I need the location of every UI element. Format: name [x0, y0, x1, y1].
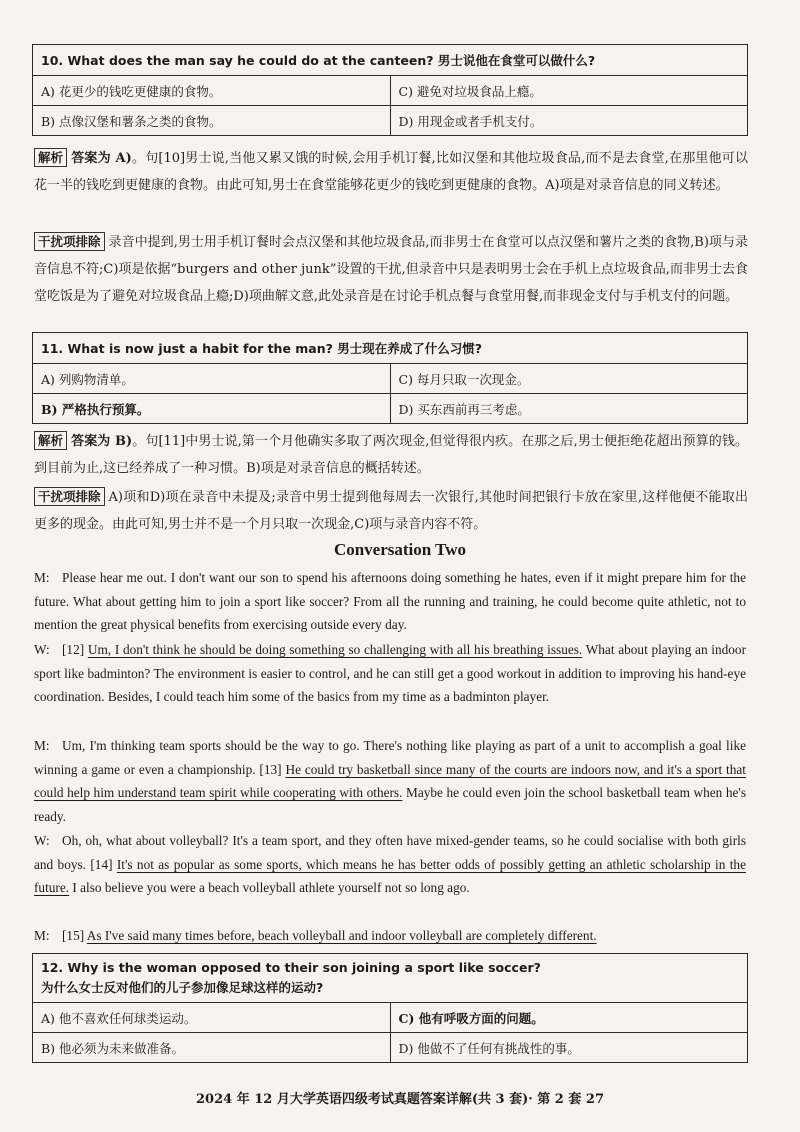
q12-option-c: C) 他有呼吸方面的问题。	[390, 1003, 748, 1033]
q12-option-a: A) 他不喜欢任何球类运动。	[33, 1003, 391, 1033]
dialogue-text: What about playing an indoor sport like badminton? The environment is easier to control, and he can still get a good workout in addition to improving his hand-eye coordination. Besides, I could teach him some of the basics from my time as a badminton player.	[34, 642, 747, 705]
dialogue-turn-3	[34, 734, 746, 828]
dialogue-text: Please hear me out. I don't want our son to spend his afternoons doing something he hates, even if it might prepare him for the future. What about getting him to join a sport like soccer? From all the running and training, he could become quite athletic, not to mention the great physical benefits from exercising outside every day.	[34, 570, 746, 633]
dialogue-turn-1	[34, 566, 746, 637]
q12-option-b: B) 他必须为未来做准备。	[33, 1033, 391, 1063]
question-11-table	[32, 332, 748, 424]
distractor-tag: 干扰项排除	[34, 232, 105, 251]
analysis-tag: 解析	[34, 148, 67, 167]
question-12-title	[33, 954, 748, 1003]
q10-option-b: B) 点像汉堡和薯条之类的食物。	[33, 106, 391, 136]
q11-analysis-text: 。句[11]中男士说,第一个月他确实多取了两次现金,但觉得很内疚。在那之后,男士便拒绝花超出预算的钱。到目前为止,这已经养成了一种习惯。B)项是对录音信息的概括转述。	[34, 434, 748, 476]
q11-option-d: D) 买东西前再三考虑。	[390, 394, 748, 424]
q10-analysis-text: 。句[10]男士说,当他又累又饿的时候,会用手机订餐,比如汉堡和其他垃圾食品,而不是去食堂,在那里他可以花一半的钱吃到更健康的食物。由此可知,男士在食堂能够花更少的钱吃到更健康的食物。A)项是对录音信息的同义转述。	[34, 151, 748, 193]
speaker-label: M:	[34, 738, 50, 753]
dialogue-turn-4	[34, 829, 746, 900]
q11-answer: 答案为 B)	[71, 434, 133, 449]
question-11-title: 11. What is now just a habit for the man? 男士现在养成了什么习惯?	[33, 333, 748, 364]
q11-distractor	[34, 484, 748, 538]
analysis-tag: 解析	[34, 431, 67, 450]
q11-analysis	[34, 428, 748, 482]
key-sentence: Um, I don't think he should be doing something so challenging with all his breathing issues.	[87, 642, 583, 657]
q10-analysis	[34, 145, 748, 199]
q10-option-a: A) 花更少的钱吃更健康的食物。	[33, 76, 391, 106]
q12-question-cn: 为什么女士反对他们的儿子参加像足球这样的运动?	[41, 980, 324, 995]
key-sentence: It's not as popular as some sports, which means he has better odds of possibly getting an athletic scholarship in the future.	[34, 856, 746, 896]
speaker-label: M:	[34, 570, 50, 585]
conversation-title: Conversation Two	[333, 540, 467, 559]
q10-option-c: C) 避免对垃圾食品上瘾。	[390, 76, 748, 106]
q11-option-a: A) 列购物清单。	[33, 364, 391, 394]
q10-option-d: D) 用现金或者手机支付。	[390, 106, 748, 136]
q10-distractor-text: 录音中提到,男士用手机订餐时会点汉堡和其他垃圾食品,而非男士在食堂可以点汉堡和薯片之类的食物,B)项与录音信息不符;C)项是依据“burgers and other junk”设置的干扰,但录音中只是表明男士会在手机上点垃圾食品,而非男士去食堂吃饭是为了避免对垃圾食品上瘾;D)项曲解文意,此处录音是在讨论手机点餐与食堂用餐,而非现金支付与手机支付的问题。	[34, 235, 748, 304]
question-10-table	[32, 44, 748, 136]
q10-answer: 答案为 A)	[71, 151, 132, 166]
dialogue-text: Um, I'm thinking team sports should be the way to go. There's nothing like playing as part of a unit to accomplish a goal like winning a game or even a championship. [13]	[34, 738, 746, 777]
speaker-label: W:	[34, 833, 50, 848]
dialogue-turn-2	[34, 638, 746, 709]
page-footer: 2024 年 12 月大学英语四级考试真题答案详解(共 3 套)· 第 2 套 27	[195, 1092, 604, 1107]
speaker-label: M:	[34, 928, 50, 943]
question-12-table	[32, 953, 748, 1063]
dialogue-turn-5	[34, 924, 746, 948]
dialogue-text: Maybe he could even join the school basketball team when he's ready.	[34, 785, 747, 824]
key-sentence: He could try basketball since many of the courts are indoors now, and it's a sport that could help him understand team spirit while cooperating with others.	[34, 761, 746, 801]
question-10-title: 10. What does the man say he could do at the canteen? 男士说他在食堂可以做什么?	[33, 45, 748, 76]
dialogue-text: I also believe you were a beach volleyball athlete yourself not so long ago.	[69, 880, 470, 896]
q11-option-c: C) 每月只取一次现金。	[390, 364, 748, 394]
dialogue-text: Oh, oh, what about volleyball? It's a team sport, and they often have mixed-gender teams, so he could socialise with both girls and boys. [14]	[34, 833, 746, 872]
q12-question-en: 12. Why is the woman opposed to their son joining a sport like soccer?	[41, 960, 541, 975]
q12-option-d: D) 他做不了任何有挑战性的事。	[390, 1033, 748, 1063]
speaker-label: W:	[34, 642, 50, 657]
key-sentence: As I've said many times before, beach volleyball and indoor volleyball are completely different.	[86, 928, 597, 943]
dialogue-text: [15]	[62, 928, 87, 943]
distractor-tag: 干扰项排除	[34, 487, 105, 506]
q11-option-b: B) 严格执行预算。	[33, 394, 391, 424]
q10-distractor	[34, 229, 748, 310]
q11-distractor-text: A)项和D)项在录音中未提及;录音中男士提到他每周去一次银行,其他时间把银行卡放在家里,这样他便不能取出更多的现金。由此可知,男士并不是一个月只取一次现金,C)项与录音内容不符。	[34, 490, 748, 532]
dialogue-text: [12]	[62, 642, 88, 657]
